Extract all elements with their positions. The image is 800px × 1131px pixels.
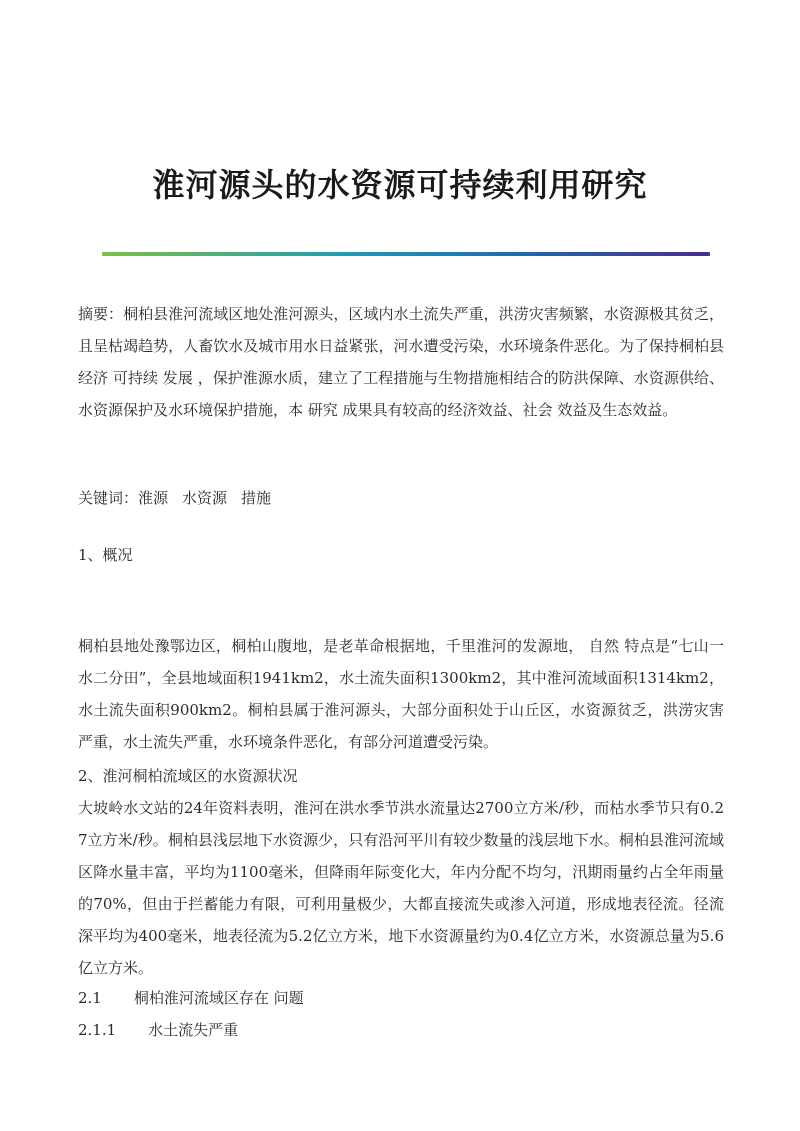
section-heading-water-resources: 2、淮河桐柏流域区的水资源状况 bbox=[78, 767, 298, 785]
abstract-paragraph: 摘要：桐柏县淮河流域区地处淮河源头，区域内水土流失严重，洪涝灾害频繁，水资源极其贫乏，且呈枯竭趋势，人畜饮水及城市用水日益紧张，河水遭受污染，水环境条件恶化。为了保持桐柏县 经济 可持续 发展 ，保护淮源水质，建立了工程措施与生物措施相结合的防洪保障、水资源供给、水资源保护及水环境保护措施，本 研究 成果具有较高的经济效益、社会 效益及生态效益。 bbox=[78, 305, 724, 419]
keyword-item: 水资源 bbox=[182, 489, 228, 507]
subsection-title: 水土流失严重 bbox=[148, 1021, 239, 1039]
keyword-item: 淮源 bbox=[138, 489, 169, 507]
overview-paragraph: 桐柏县地处豫鄂边区，桐柏山腹地，是老革命根据地，千里淮河的发源地， 自然 特点是“七山一水二分田”，全县地域面积1941km2，水土流失面积1300km2，其中淮河流域面积1314km2，水土流失面积900km2。桐柏县属于淮河源头，大部分面积处于山丘区，水资源贫乏，洪涝灾害严重，水土流失严重，水环境条件恶化，有部分河道遭受污染。 bbox=[78, 637, 724, 751]
subsection-number: 2.1 bbox=[78, 989, 102, 1007]
page-title: 淮河源头的水资源可持续利用研究 bbox=[152, 166, 648, 204]
water-resources-paragraph: 大坡岭水文站的24年资料表明，淮河在洪水季节洪水流量达2700立方米/秒，而枯水季节只有0.27立方米/秒。桐柏县浅层地下水资源少，只有沿河平川有较少数量的浅层地下水。桐柏县淮河流域区降水量丰富，平均为1100毫米，但降雨年际变化大，年内分配不均匀，汛期雨量约占全年雨量的70%，但由于拦蓄能力有限，可利用量极少，大都直接流失或渗入河道，形成地表径流。径流深平均为400毫米，地表径流为5.2亿立方米，地下水资源量约为0.4亿立方米，水资源总量为5.6亿立方米。 bbox=[78, 799, 724, 977]
subsection-title: 桐柏淮河流域区存在 问题 bbox=[133, 989, 304, 1007]
subsection-heading-problems bbox=[78, 982, 724, 1014]
subsection-heading-soil-erosion bbox=[78, 1014, 724, 1046]
section-heading-overview: 1、概况 bbox=[78, 546, 133, 564]
keywords-line bbox=[78, 482, 724, 514]
keywords-label: 关键词： bbox=[78, 489, 139, 507]
keyword-item: 措施 bbox=[241, 489, 272, 507]
title-divider bbox=[102, 252, 710, 256]
subsection-number: 2.1.1 bbox=[78, 1021, 117, 1039]
